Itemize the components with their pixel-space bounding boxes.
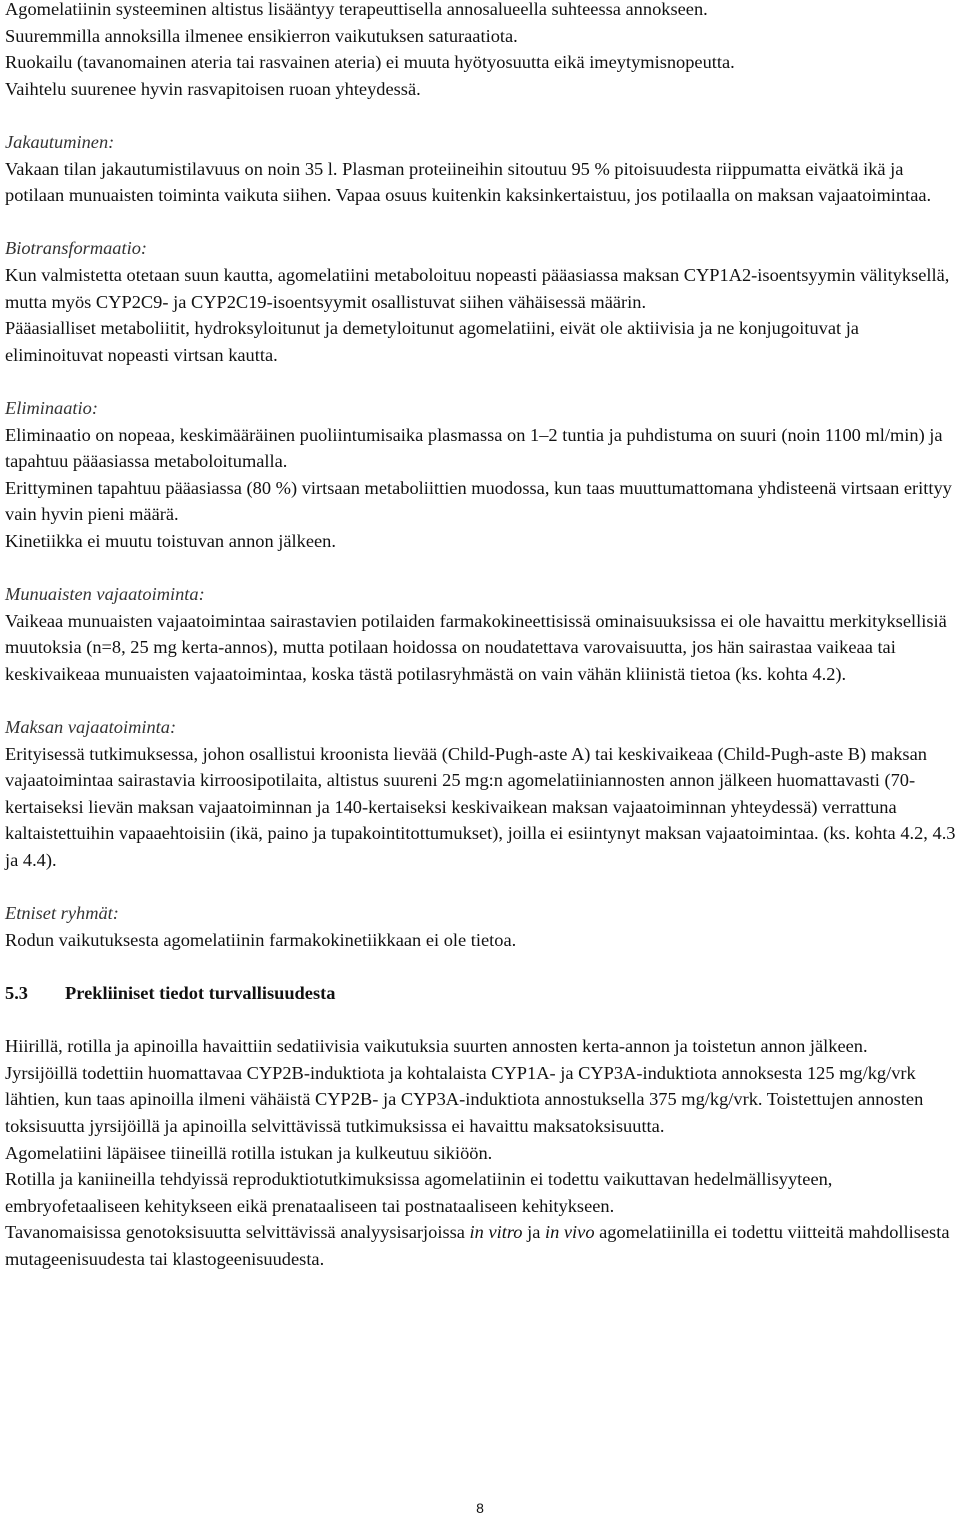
absorption-section [5, 0, 957, 102]
paragraph: Vaihtelu suurenee hyvin rasvapitoisen ruoan yhteydessä. [5, 78, 421, 99]
hepatic-impairment-section [5, 714, 957, 874]
preclinical-body [5, 1033, 957, 1272]
italic-term: in vitro [469, 1222, 523, 1243]
paragraph: Suuremmilla annoksilla ilmenee ensikierron vaikutuksen saturaatiota. [5, 25, 518, 46]
paragraph: Hiirillä, rotilla ja apinoilla havaittiin sedatiivisia vaikutuksia suurten annosten kerta-annon ja toistetun annon jälkeen. [5, 1036, 868, 1057]
paragraph: Pääasialliset metaboliitit, hydroksyloitunut ja demetyloitunut agomelatiini, eivät ole aktiivisia ja ne konjugoituvat ja eliminoituvat nopeasti virtsan kautta. [5, 318, 859, 365]
paragraph: Rotilla ja kaniineilla tehdyissä reproduktiotutkimuksissa agomelatiinin ei todettu vaikuttavan hedelmällisyyteen, embryofetaaliseen kehitykseen eikä prenataaliseen tai postnataaliseen kehitykseen. [5, 1169, 833, 1216]
document-page [5, 0, 957, 1273]
subheading-biotransformation: Biotransformaatio: [5, 238, 148, 259]
text-run: agomelatiinilla ei todettu viitteitä mahdollisesta mutageenisuudesta tai klastogeenisuudesta. [5, 1222, 950, 1269]
paragraph: Agomelatiinin systeeminen altistus lisääntyy terapeuttisella annosalueella suhteessa annokseen. [5, 0, 708, 19]
distribution-section [5, 129, 957, 209]
page-number: 8 [476, 1500, 484, 1516]
biotransformation-section [5, 235, 957, 368]
subheading-distribution: Jakautuminen: [5, 131, 115, 152]
subheading-renal-impairment: Munuaisten vajaatoiminta: [5, 584, 205, 605]
subheading-hepatic-impairment: Maksan vajaatoiminta: [5, 717, 177, 738]
genotoxicity-paragraph [5, 1219, 957, 1272]
subheading-elimination: Eliminaatio: [5, 397, 98, 418]
text-run: ja [522, 1222, 545, 1243]
italic-term: in vivo [544, 1222, 595, 1243]
paragraph: Vaikeaa munuaisten vajaatoimintaa sairastavien potilaiden farmakokineettisissä ominaisuuksissa ei ole havaittu merkityksellisiä muutoksia (n=8, 25 mg kerta-annos), mutta potilaan hoidossa on noudatettava varovaisuutta, jos hän sairastaa vaikeaa tai keskivaikeaa munuaisten vajaatoimintaa, koska tästä potilasryhmästä on vain vähän kliinistä tietoa (ks. kohta 4.2). [5, 610, 947, 684]
ethnic-groups-section [5, 900, 957, 953]
paragraph: Kinetiikka ei muutu toistuvan annon jälkeen. [5, 530, 336, 551]
renal-impairment-section [5, 581, 957, 687]
paragraph: Jyrsijöillä todettiin huomattavaa CYP2B-induktiota ja kohtalaista CYP1A- ja CYP3A-induktiota annoksesta 125 mg/kg/vrk lähtien, kun taas apinoilla ilmeni vähäistä CYP2B- ja CYP3A-induktiota annostuksella 375 mg/kg/vrk. Toistettujen annosten toksisuutta jyrsijöillä ja apinoilla selvittävissä tutkimuksissa ei havaittu maksatoksisuutta. [5, 1062, 924, 1136]
section-number: 5.3 [5, 982, 28, 1003]
elimination-section [5, 395, 957, 555]
paragraph: Ruokailu (tavanomainen ateria tai rasvainen ateria) ei muuta hyötyosuutta eikä imeytymisnopeutta. [5, 52, 735, 73]
paragraph: Rodun vaikutuksesta agomelatiinin farmakokinetiikkaan ei ole tietoa. [5, 929, 517, 950]
subheading-ethnic-groups: Etniset ryhmät: [5, 903, 119, 924]
paragraph: Erittyminen tapahtuu pääasiassa (80 %) virtsaan metaboliittien muodossa, kun taas muuttumattomana yhdisteenä virtsaan erittyy vain hyvin pieni määrä. [5, 477, 952, 525]
section-title: Prekliiniset tiedot turvallisuudesta [65, 982, 336, 1003]
paragraph: Eliminaatio on nopeaa, keskimääräinen puoliintumisaika plasmassa on 1–2 tuntia ja puhdistuma on suuri (noin 1100 ml/min) ja tapahtuu pääasiassa metaboloitumalla. [5, 424, 943, 472]
paragraph: Agomelatiini läpäisee tiineillä rotilla istukan ja kulkeutuu sikiöön. [5, 1142, 493, 1163]
text-run: Tavanomaisissa genotoksisuutta selvittävissä analyysisarjoissa [5, 1222, 470, 1243]
preclinical-safety-section [5, 980, 957, 1273]
paragraph: Kun valmistetta otetaan suun kautta, agomelatiini metaboloituu nopeasti pääasiassa maksan CYP1A2-isoentsyymin välityksellä, mutta myös CYP2C9- ja CYP2C19-isoentsyymit osallistuvat siihen vähäisessä määrin. [5, 264, 950, 312]
section-heading [5, 980, 957, 1007]
paragraph: Vakaan tilan jakautumistilavuus on noin 35 l. Plasman proteiineihin sitoutuu 95 % pitoisuudesta riippumatta eivätkä ikä ja potilaan munuaisten toiminta vaikuta siihen. Vapaa osuus kuitenkin kaksinkertaistuu, jos potilaalla on maksan vajaatoimintaa. [5, 158, 932, 206]
paragraph: Erityisessä tutkimuksessa, johon osallistui kroonista lievää (Child-Pugh-aste A) tai keskivaikeaa (Child-Pugh-aste B) maksan vajaatoimintaa sairastavia kirroosipotilaita, altistus suureni 25 mg:n agomelatiiniannosten annon jälkeen huomattavasti (70-kertaiseksi lievän maksan vajaatoiminnan ja 140-kertaiseksi keskivaikean maksan vajaatoiminnan yhteydessä) verrattuna kaltaistettuihin vapaaehtoisiin (ikä, paino ja tupakointitottumukset), joilla ei esiintynyt maksan vajaatoimintaa. (ks. kohta 4.2, 4.3 ja 4.4). [5, 743, 956, 870]
